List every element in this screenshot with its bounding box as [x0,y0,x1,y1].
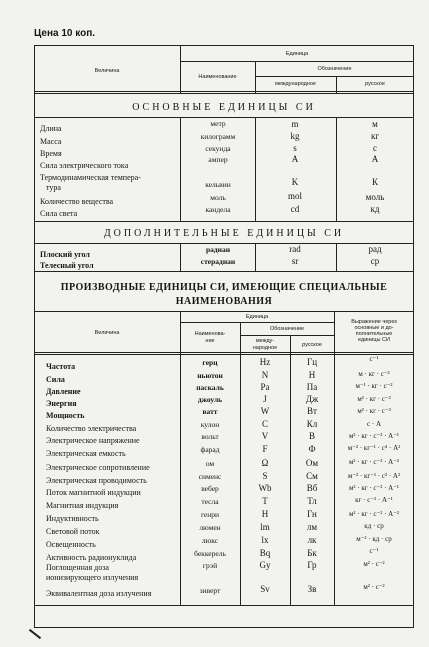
section-title-derived-cont: НАИМЕНОВАНИЯ [175,296,273,307]
quantity-label: Электрическая проводимость [46,476,147,485]
unit-expression: кг · с⁻² · А⁻¹ [355,496,393,504]
unit-name: генри [200,510,220,519]
unit-expression: м⁻¹ · кг · с⁻² [355,382,393,390]
header-unit: Единица [285,51,309,57]
quantity-label: Электрическая емкость [46,449,126,458]
unit-intl: Wb [258,483,272,493]
quantity-label: Время [40,149,62,158]
unit-name: метр [210,119,226,128]
quantity-label: Количество вещества [40,197,114,206]
unit-name: ампер [208,155,228,164]
quantity-label-cont: ионизирующего излучения [46,573,139,582]
unit-name: ньютон [197,371,223,380]
unit-name: кандела [205,205,231,214]
unit-rus: кд [370,204,380,214]
rule [34,271,414,272]
unit-rus: моль [365,192,385,202]
quantity-label: Термодинамическая темпера- [40,173,141,182]
unit-rus: лк [307,535,317,545]
unit-intl: T [262,496,268,506]
unit-intl: K [291,177,299,187]
unit-name: вольт [201,432,219,441]
rule [240,335,334,336]
unit-name: секунда [205,144,231,153]
unit-expression: м⁻² · кг⁻¹ · с³ · А² [347,472,401,480]
header-quantity: Величина [94,68,120,74]
unit-intl: m [291,119,299,129]
quantity-label-cont: тура [46,183,61,192]
unit-rus: лм [306,522,318,532]
quantity-label: Мощность [46,411,85,420]
unit-intl: F [262,444,268,454]
unit-intl: mol [287,191,302,201]
unit-expression: м⁻² · кд · ср [356,535,392,543]
unit-rus: Зв [307,584,317,594]
rule [34,117,414,118]
unit-expression: с⁻¹ [369,355,379,363]
unit-expression: м² · с⁻² [363,560,385,568]
unit-name: беккерель [194,549,226,558]
unit-name: килограмм [200,132,236,141]
quantity-label: Освещенность [46,540,96,549]
rule [336,117,337,221]
unit-expression: м · кг · с⁻² [358,370,390,378]
quantity-label: Сила [46,375,65,384]
unit-name: сименс [198,472,222,481]
unit-intl: Bq [259,548,271,558]
unit-name: кулон [200,420,220,429]
rule [255,76,414,77]
header-unit: Единица [245,314,269,320]
unit-rus: с [373,143,377,153]
unit-intl: sr [291,256,299,266]
unit-rus: Вт [307,406,317,416]
rule [34,221,414,222]
header-russian: русское [302,342,322,348]
quantity-label: Сила света [40,209,78,218]
header-expression: полнительные [355,331,393,337]
unit-intl: N [261,370,269,380]
unit-rus: В [308,431,315,441]
rule [336,243,337,271]
quantity-label: Давление [46,387,81,396]
header-name: Наименова- [194,331,226,337]
unit-expression: м² · кг · с⁻² [357,395,391,403]
unit-rus: Ом [305,458,319,468]
unit-name: фарад [200,445,220,454]
unit-rus: Бк [307,548,317,558]
unit-name: джоуль [197,395,223,404]
rule [180,322,334,323]
unit-expression: м² · кг · с⁻² · А⁻¹ [348,484,400,492]
unit-intl: Pa [260,382,270,392]
unit-expression: с · А [367,420,381,428]
unit-rus: Гц [306,357,318,367]
unit-rus: А [371,154,379,164]
unit-expression: м² · кг · с⁻² · А⁻² [348,510,400,518]
quantity-label: Масса [40,137,62,146]
header-expression: основные и до- [354,325,394,331]
unit-expression: м² · с⁻² [363,583,385,591]
quantity-label: Активность радионуклида [46,553,137,562]
unit-name: зиверт [199,586,221,595]
unit-name: люкс [201,536,219,545]
unit-intl: Gy [259,560,271,570]
unit-intl: A [291,154,299,164]
unit-rus: К [371,177,378,187]
unit-intl: J [263,394,267,404]
quantity-label: Плоский угол [40,250,90,259]
unit-name: ом [205,459,215,468]
unit-name: паскаль [196,383,224,392]
quantity-label: Индуктивность [46,514,99,523]
unit-rus: Н [308,370,316,380]
price-label: Цена 10 коп. [34,28,96,39]
unit-name: вебер [201,484,219,493]
unit-expression: кд · ср [364,522,384,530]
header-name: Наименование [198,74,237,80]
rule [34,311,414,312]
unit-expression: м² · кг · с⁻³ [357,407,391,415]
header-designation: Обозначение [269,326,304,332]
unit-intl: Sv [260,584,270,594]
unit-intl: V [261,431,269,441]
quantity-label: Поглощенная доза [46,563,109,572]
quantity-label: Сила электрического тока [40,161,129,170]
header-international-cont: народное [252,345,278,351]
quantity-label: Электрическое напряжение [46,436,140,445]
header-quantity: Величина [94,330,120,336]
quantity-label: Эквивалентная доза излучения [46,589,152,598]
quantity-label: Световой поток [46,527,100,536]
quantity-label: Количество электричества [46,424,137,433]
unit-rus: м [372,119,378,129]
unit-rus: Дж [305,394,319,404]
unit-intl: Ω [261,458,269,468]
header-russian: русское [365,81,385,87]
unit-name: кельвин [205,180,231,189]
rule [180,61,414,62]
header-international: международное [275,81,316,87]
quantity-label: Частота [46,362,76,371]
unit-intl: rad [289,244,301,254]
header-expression: Выражение через [351,319,397,325]
rule [180,243,181,271]
header-international: между- [255,338,275,344]
rule [255,243,256,271]
section-title-derived: ПРОИЗВОДНЫЕ ЕДИНИЦЫ СИ, ИМЕЮЩИЕ СПЕЦИАЛЬНЫЕ [60,282,388,293]
unit-expression: м² · кг · с⁻³ · А⁻² [348,458,400,466]
unit-name: моль [210,193,226,202]
unit-rus: рад [368,244,382,254]
unit-rus: Кл [306,419,318,429]
unit-intl: lx [261,535,269,545]
unit-name: грэй [202,561,218,570]
unit-rus: Па [306,382,318,392]
unit-name: стерадиан [200,257,236,266]
unit-expression: с⁻¹ [369,547,379,555]
quantity-label: Энергия [46,399,77,408]
header-expression: единицы СИ [358,337,390,343]
unit-intl: W [260,406,270,416]
unit-name: ватт [202,407,218,416]
rule [34,93,414,94]
section-title-base-units: ОСНОВНЫЕ ЕДИНИЦЫ СИ [132,102,316,113]
rule [34,352,414,353]
rule [34,605,414,606]
unit-expression: м⁻² · кг⁻¹ · с⁴ · А² [347,444,401,452]
unit-expression: м² · кг · с⁻³ · А⁻¹ [348,432,400,440]
quantity-label: Длина [40,124,62,133]
unit-name: люмен [199,523,221,532]
unit-name: тесла [201,497,219,506]
unit-rus: Тл [307,496,317,506]
unit-rus: кг [370,131,380,141]
unit-name: радиан [205,245,231,254]
scan-mark [29,629,41,639]
rule [34,91,414,92]
unit-intl: Hz [259,357,271,367]
section-title-supplementary: ДОПОЛНИТЕЛЬНЫЕ ЕДИНИЦЫ СИ [103,228,345,239]
quantity-label: Телесный угол [40,261,94,270]
quantity-label: Электрическое сопротивление [46,463,150,472]
unit-rus: Гр [307,560,317,570]
unit-intl: H [261,509,269,519]
unit-rus: ср [370,256,380,266]
quantity-label: Магнитная индукция [46,501,119,510]
unit-rus: Ф [308,444,316,454]
header-name-cont: ние [205,338,215,344]
unit-intl: kg [290,131,300,141]
unit-rus: См [306,471,318,481]
unit-intl: lm [260,522,270,532]
quantity-label: Поток магнитной индукции [46,488,141,497]
unit-rus: Гн [307,509,317,519]
unit-intl: cd [290,204,300,214]
unit-intl: s [293,143,297,153]
unit-rus: Вб [306,483,318,493]
rule [180,117,181,221]
unit-intl: C [261,419,268,429]
unit-name: герц [202,358,218,367]
rule [255,117,256,221]
unit-intl: S [262,471,268,481]
header-designation: Обозначение [317,66,352,72]
